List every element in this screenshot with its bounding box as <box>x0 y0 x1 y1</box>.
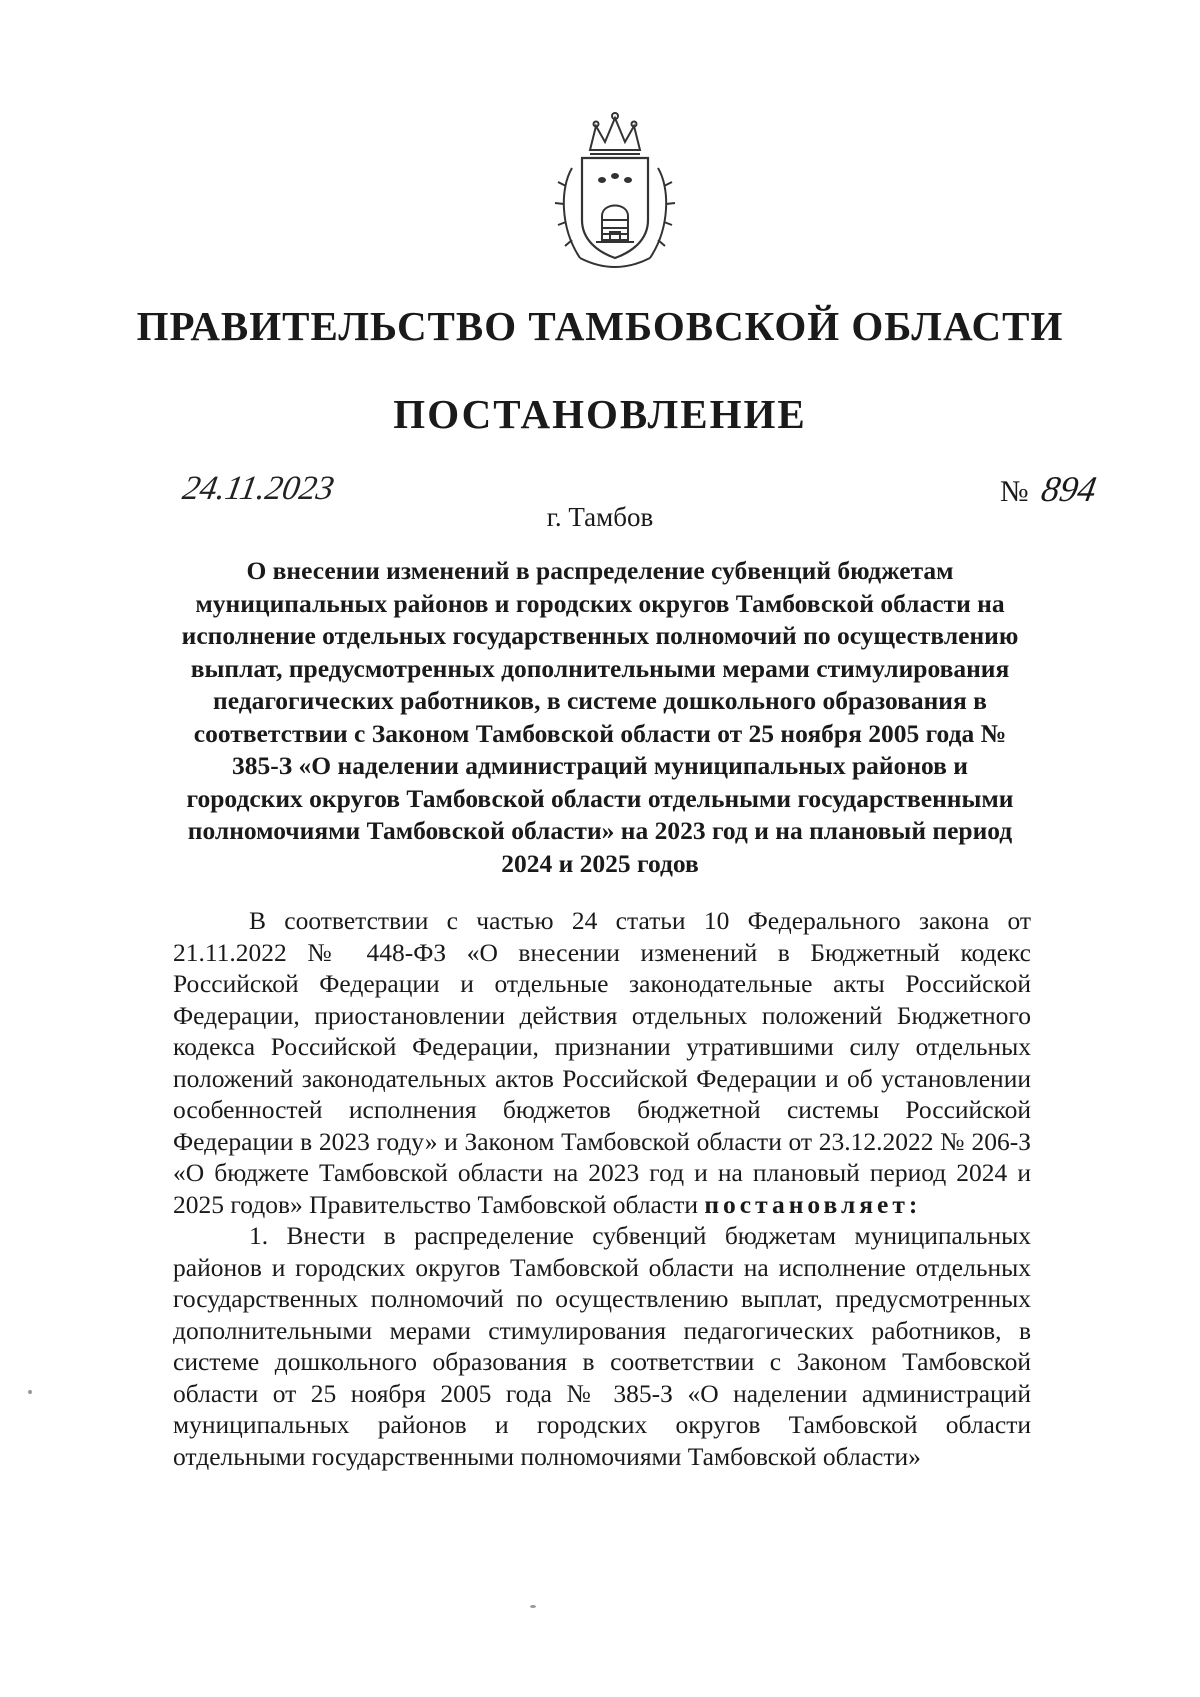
number-value: 894 <box>1038 469 1100 509</box>
paragraph-preamble <box>173 905 1031 1220</box>
organization-heading: ПРАВИТЕЛЬСТВО ТАМБОВСКОЙ ОБЛАСТИ <box>136 303 1064 349</box>
paragraph-item-1: 1. Внести в распределение субвенций бюджетам муниципальных районов и городских округов Тамбовской области на исполнение отдельных государственных полномочий по осуществлению выплат, предусмотренных дополнительными мерами стимулирования педагогических работников, в системе дошкольного образования в соответствии с Законом Тамбовской области от 25 ноября 2005 года № 385-З «О наделении администраций муниципальных районов и городских округов Тамбовской области отдельными государственными полномочиями Тамбовской области» <box>173 1221 1031 1471</box>
city-label: г. Тамбов <box>546 502 654 532</box>
scan-speck <box>530 1605 536 1608</box>
number-sign: № <box>1000 475 1029 508</box>
document-body <box>173 905 1031 1472</box>
preamble-text: В соответствии с частью 24 статьи 10 Федерального закона от 21.11.2022 № 448-ФЗ «О внесении изменений в Бюджетный кодекс Российской Федерации и отдельные законодательные акты Российской Федерации, приостановлении действия отдельных положений Бюджетного кодекса Российской Федерации, признании утратившими силу отдельных положений законодательных актов Российской Федерации и об установлении особенностей исполнения бюджетов бюджетной системы Российской Федерации в 2023 году» и Законом Тамбовской области от 23.12.2022 № 206-З «О бюджете Тамбовской области на 2023 год и на плановый период 2024 и 2025 годов» Правительство Тамбовской области <box>173 906 1031 1219</box>
document-title: О внесении изменений в распределение субвенций бюджетам муниципальных районов и городских округов Тамбовской области на исполнение отдельных государственных полномочий по осуществлению выплат, предусмотренных дополнительными мерами стимулирования педагогических работников, в системе дошкольного образования в соответствии с Законом Тамбовской области от 25 ноября 2005 года № 385-З «О наделении администраций муниципальных районов и городских округов Тамбовской области отдельными государственными полномочиями Тамбовской области» на 2023 год и на плановый период 2024 и 2025 годов <box>181 556 1019 878</box>
coat-of-arms-icon <box>550 108 680 276</box>
document-date: 24.11.2023 <box>179 470 337 507</box>
document-type-heading: ПОСТАНОВЛЕНИЕ <box>393 391 807 437</box>
resolves-text: постановляет: <box>704 1189 922 1219</box>
scan-speck <box>28 1390 32 1394</box>
